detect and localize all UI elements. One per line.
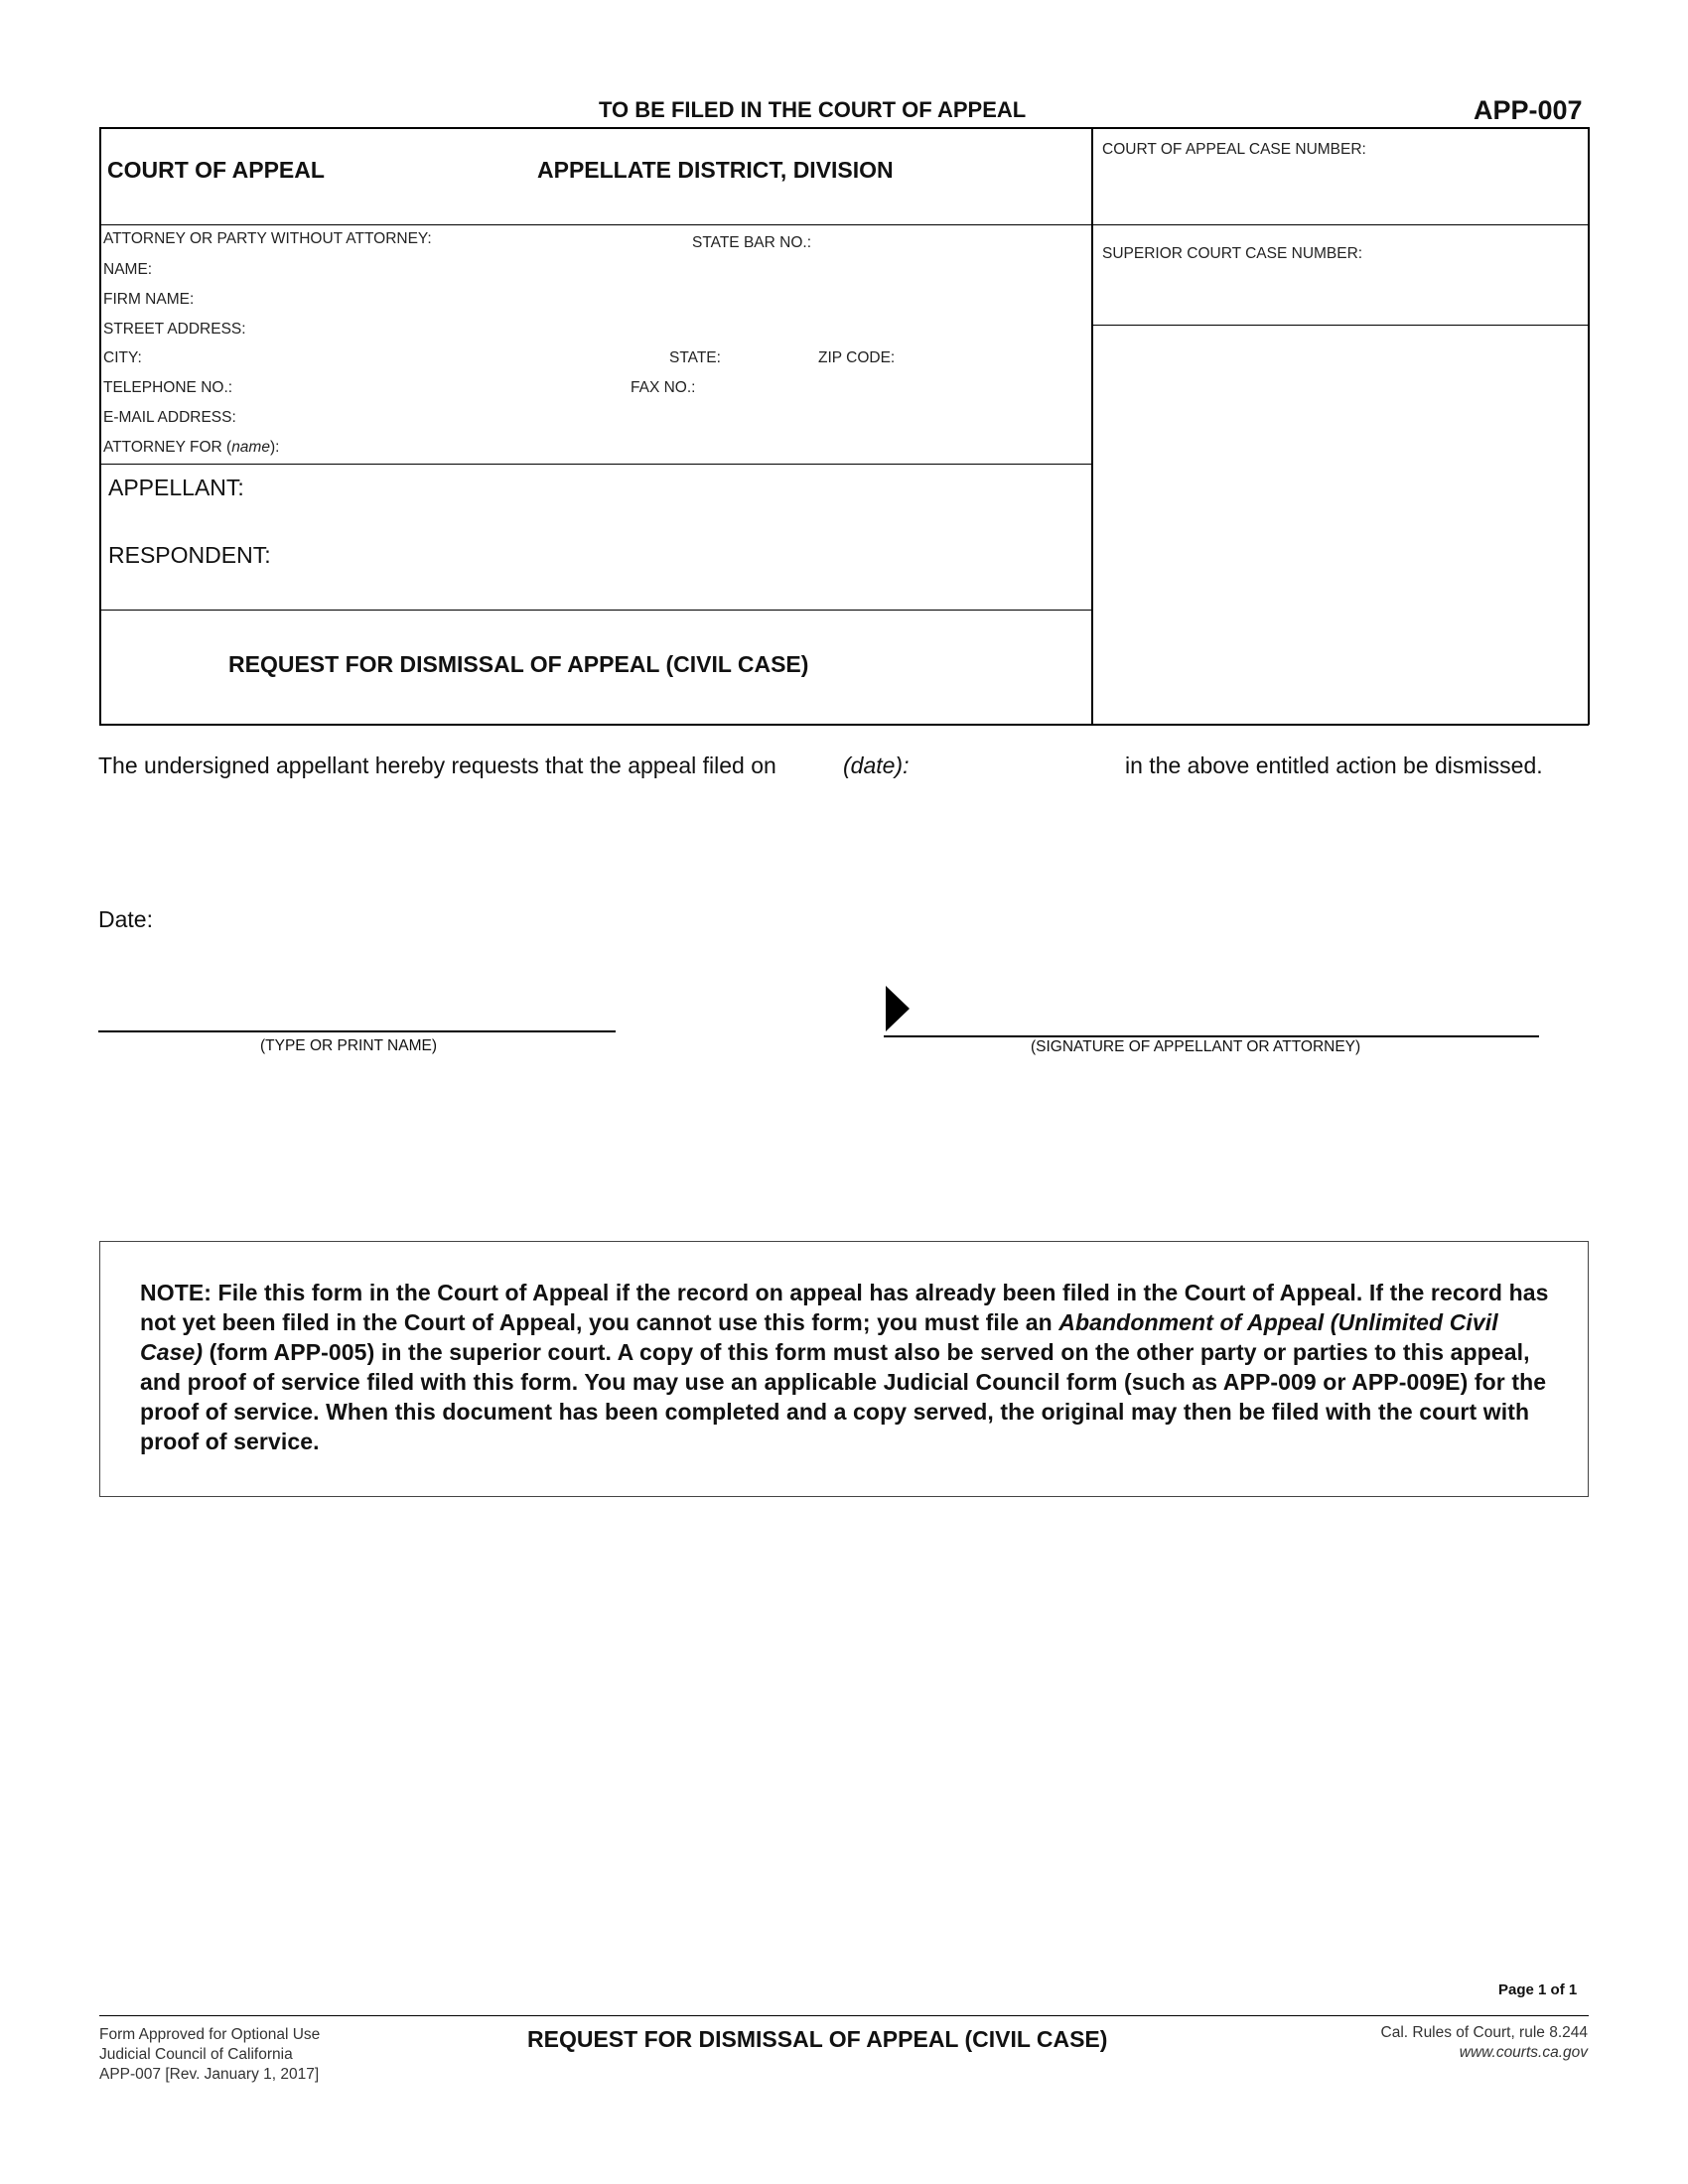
telephone-field[interactable]: TELEPHONE NO.: [103, 379, 233, 396]
footer-rule-reference: Cal. Rules of Court, rule 8.244 [1380, 2024, 1588, 2041]
note-text-part1: NOTE: File this form in the Court of Appeal if the record on appeal has already been filed in the Court of Appeal. If the record has not yet been filed in the Court of Appeal, you cannot use this form; you must file an [140, 1280, 1549, 1335]
caption-left-border [99, 127, 101, 725]
attorney-for-field[interactable] [103, 439, 279, 457]
coa-case-number-field[interactable]: COURT OF APPEAL CASE NUMBER: [1102, 141, 1366, 158]
state-bar-field[interactable]: STATE BAR NO.: [692, 234, 811, 251]
zip-code-field[interactable]: ZIP CODE: [818, 349, 896, 366]
name-field[interactable]: NAME: [103, 261, 153, 278]
caption-right-border [1588, 127, 1590, 725]
request-tail: in the above entitled action be dismissed. [1125, 752, 1543, 778]
appellant-field[interactable]: APPELLANT: [108, 475, 244, 500]
left-row-divider-3 [99, 610, 1092, 611]
appeal-date-field[interactable]: (date): [843, 752, 910, 778]
right-row-divider-1 [1092, 224, 1589, 225]
print-name-caption: (TYPE OR PRINT NAME) [260, 1037, 437, 1054]
footer-rule-line [99, 2015, 1589, 2016]
note-text [140, 1278, 1550, 1456]
note-box [99, 1241, 1589, 1497]
signature-caption: (SIGNATURE OF APPELLANT OR ATTORNEY) [1031, 1038, 1361, 1055]
form-number: APP-007 [1474, 95, 1583, 125]
district-label: APPELLATE DISTRICT, DIVISION [537, 157, 894, 183]
document-title: REQUEST FOR DISMISSAL OF APPEAL (CIVIL CASE) [228, 651, 809, 677]
footer-title: REQUEST FOR DISMISSAL OF APPEAL (CIVIL CASE) [527, 2026, 1108, 2052]
caption-bottom-border [99, 724, 1589, 726]
attorney-for-label: ATTORNEY FOR ( [103, 439, 232, 456]
superior-case-number-field[interactable]: SUPERIOR COURT CASE NUMBER: [1102, 245, 1363, 262]
signature-arrow-icon [886, 986, 910, 1031]
caption-top-border [99, 127, 1589, 129]
street-address-field[interactable]: STREET ADDRESS: [103, 321, 246, 338]
left-row-divider-1 [99, 224, 1092, 225]
city-field[interactable]: CITY: [103, 349, 142, 366]
footer-website-link[interactable]: www.courts.ca.gov [1459, 2044, 1588, 2061]
state-field[interactable]: STATE: [669, 349, 721, 366]
request-text: The undersigned appellant hereby requests that the appeal filed on [98, 752, 776, 778]
fax-field[interactable]: FAX NO.: [631, 379, 696, 396]
firm-name-field[interactable]: FIRM NAME: [103, 291, 195, 308]
note-text-italic: Abandonment of Appeal (Unlimited Civil Case) [140, 1309, 1498, 1365]
respondent-field[interactable]: RESPONDENT: [108, 542, 271, 568]
email-field[interactable]: E-MAIL ADDRESS: [103, 409, 236, 426]
print-name-line[interactable] [98, 1030, 616, 1032]
court-label: COURT OF APPEAL [107, 157, 325, 183]
attorney-heading: ATTORNEY OR PARTY WITHOUT ATTORNEY: [103, 230, 432, 247]
signature-line[interactable] [884, 1035, 1539, 1037]
header-title: TO BE FILED IN THE COURT OF APPEAL [599, 97, 1027, 122]
left-row-divider-2 [99, 464, 1092, 465]
attorney-for-close: ): [269, 439, 280, 456]
date-field[interactable]: Date: [98, 906, 153, 932]
footer-approved: Form Approved for Optional Use [99, 2026, 321, 2043]
caption-column-divider [1091, 127, 1093, 725]
attorney-for-name-label: name [231, 439, 270, 456]
footer-council: Judicial Council of California [99, 2046, 293, 2063]
right-row-divider-2 [1092, 325, 1589, 326]
footer-revision: APP-007 [Rev. January 1, 2017] [99, 2066, 320, 2083]
note-text-part2: (form APP-005) in the superior court. A copy of this form must also be served on the other party or parties to this appeal, and proof of service filed with this form. You may use an applicable Judicial Council form (such as APP-009 or APP-009E) for the proof of service. When this document has been completed and a copy served, the original may then be filed with the court with proof of service. [140, 1339, 1547, 1454]
page-number: Page 1 of 1 [1498, 1981, 1578, 1998]
